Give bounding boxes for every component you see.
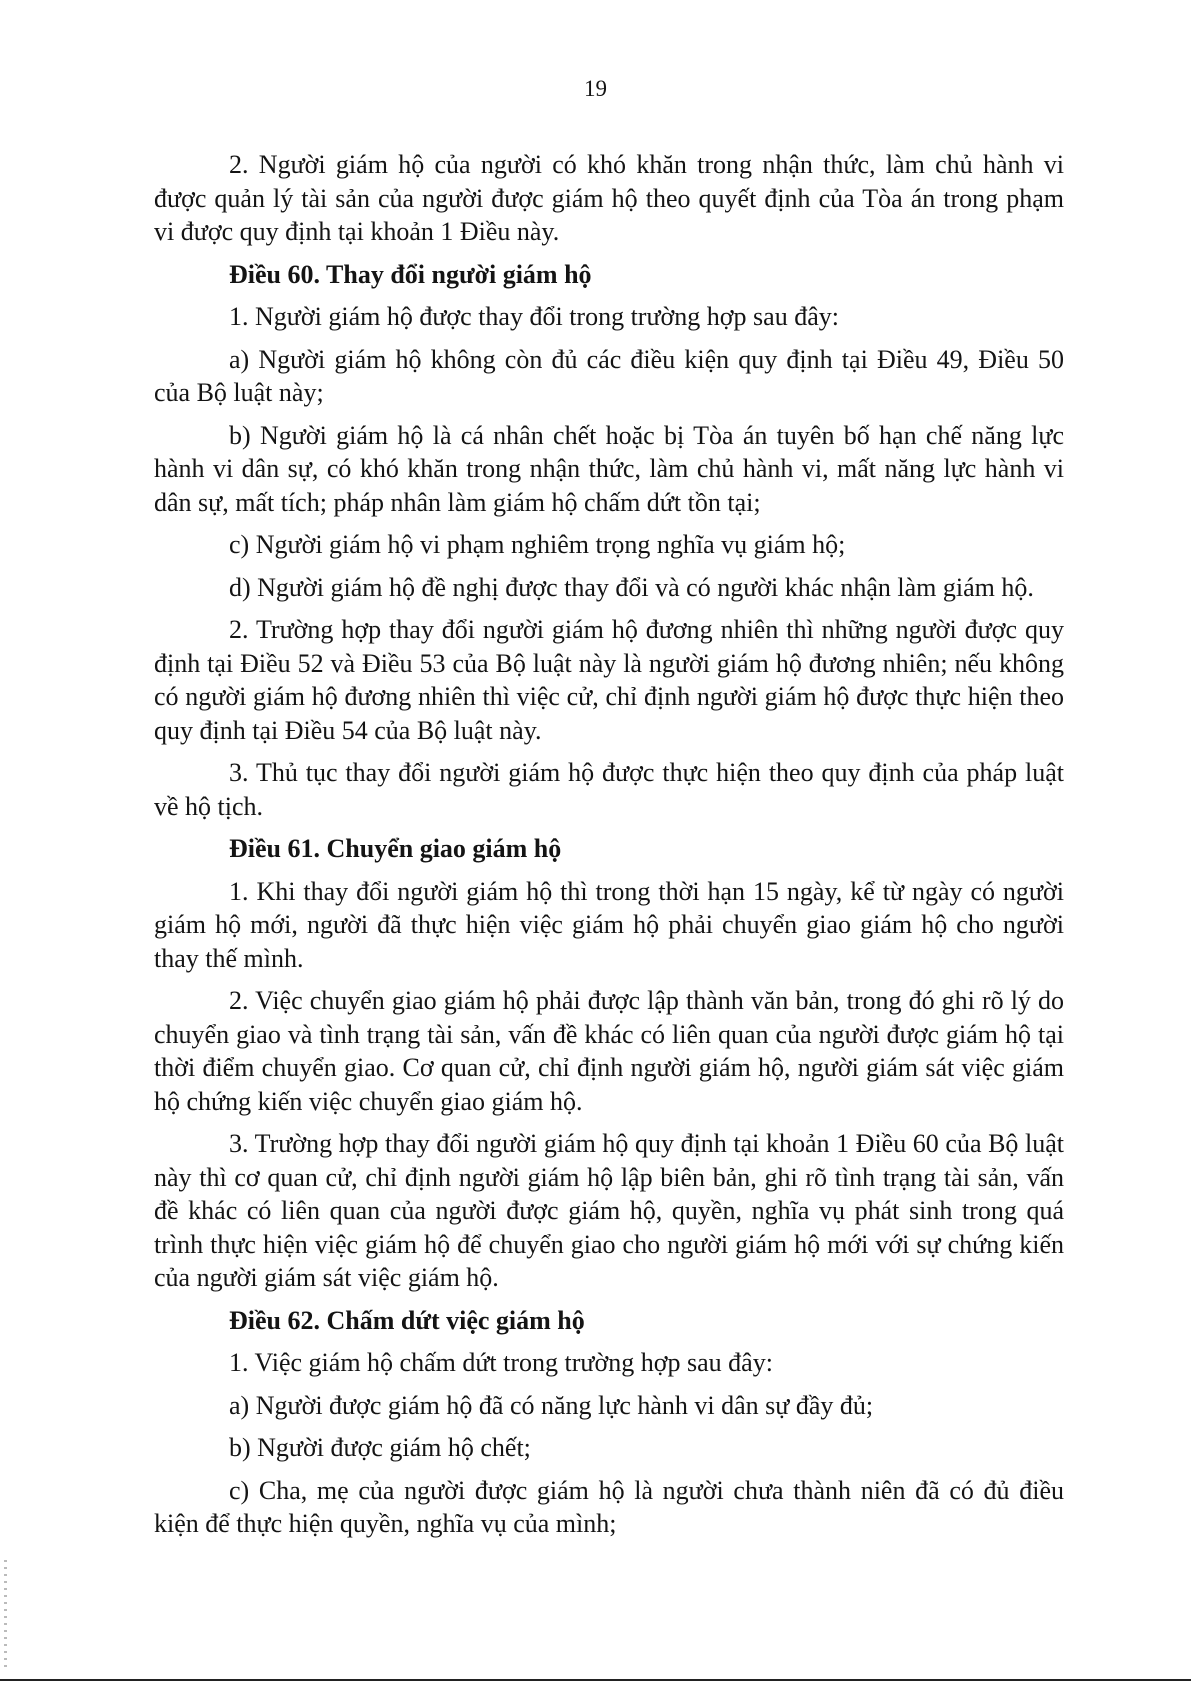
paragraph: 2. Trường hợp thay đổi người giám hộ đương nhiên thì những người được quy định tại Điều 52 và Điều 53 của Bộ luật này là người giám hộ đương nhiên; nếu không có người giám hộ đương nhiên thì việc cử, chỉ định người giám hộ được thực hiện theo quy định tại Điều 54 của Bộ luật này.	[154, 615, 1064, 745]
paragraph: b) Người được giám hộ chết;	[229, 1433, 531, 1462]
paragraph: c) Cha, mẹ của người được giám hộ là người chưa thành niên đã có đủ điều kiện để thực hiện quyền, nghĩa vụ của mình;	[154, 1475, 1064, 1538]
paragraph: c) Người giám hộ vi phạm nghiêm trọng nghĩa vụ giám hộ;	[229, 530, 846, 559]
article-heading-60: Điều 60. Thay đổi người giám hộ	[229, 259, 592, 289]
document-body	[154, 148, 1064, 1550]
article-heading-62: Điều 62. Chấm dứt việc giám hộ	[229, 1305, 585, 1335]
paragraph: 3. Thủ tục thay đổi người giám hộ được thực hiện theo quy định của pháp luật về hộ tịch.	[154, 758, 1064, 821]
paragraph: a) Người giám hộ không còn đủ các điều kiện quy định tại Điều 49, Điều 50 của Bộ luật này;	[154, 344, 1064, 407]
paragraph: 1. Việc giám hộ chấm dứt trong trường hợp sau đây:	[229, 1348, 773, 1377]
paragraph: b) Người giám hộ là cá nhân chết hoặc bị Tòa án tuyên bố hạn chế năng lực hành vi dân sự, có khó khăn trong nhận thức, làm chủ hành vi, mất năng lực hành vi dân sự, mất tích; pháp nhân làm giám hộ chấm dứt tồn tại;	[154, 420, 1064, 517]
paragraph: 1. Khi thay đổi người giám hộ thì trong thời hạn 15 ngày, kể từ ngày có người giám hộ mới, người đã thực hiện việc giám hộ phải chuyển giao giám hộ cho người thay thế mình.	[154, 876, 1064, 973]
paragraph: d) Người giám hộ đề nghị được thay đổi và có người khác nhận làm giám hộ.	[229, 572, 1034, 602]
page-number: 19	[584, 76, 607, 101]
paragraph: a) Người được giám hộ đã có năng lực hành vi dân sự đầy đủ;	[229, 1390, 874, 1420]
paragraph: 3. Trường hợp thay đổi người giám hộ quy định tại khoản 1 Điều 60 của Bộ luật này thì cơ quan cử, chỉ định người giám hộ lập biên bản, ghi rõ tình trạng tài sản, vấn đề khác có liên quan của người được giám hộ, quyền, nghĩa vụ phát sinh trong quá trình thực hiện việc giám hộ để chuyển giao cho người giám hộ mới với sự chứng kiến của người giám sát việc giám hộ.	[154, 1129, 1064, 1292]
paragraph: 2. Người giám hộ của người có khó khăn trong nhận thức, làm chủ hành vi được quản lý tài sản của người được giám hộ theo quyết định của Tòa án trong phạm vi được quy định tại khoản 1 Điều này.	[154, 150, 1064, 246]
paragraph: 1. Người giám hộ được thay đổi trong trường hợp sau đây:	[229, 302, 839, 331]
article-heading-61: Điều 61. Chuyển giao giám hộ	[229, 834, 562, 863]
scan-margin-specks	[4, 1560, 7, 1670]
paragraph: 2. Việc chuyển giao giám hộ phải được lập thành văn bản, trong đó ghi rõ lý do chuyển giao và tình trạng tài sản, vấn đề khác có liên quan của người được giám hộ tại thời điểm chuyển giao. Cơ quan cử, chỉ định người giám hộ, người giám sát việc giám hộ chứng kiến việc chuyển giao giám hộ.	[154, 986, 1064, 1116]
scan-bottom-edge	[0, 1679, 1191, 1681]
